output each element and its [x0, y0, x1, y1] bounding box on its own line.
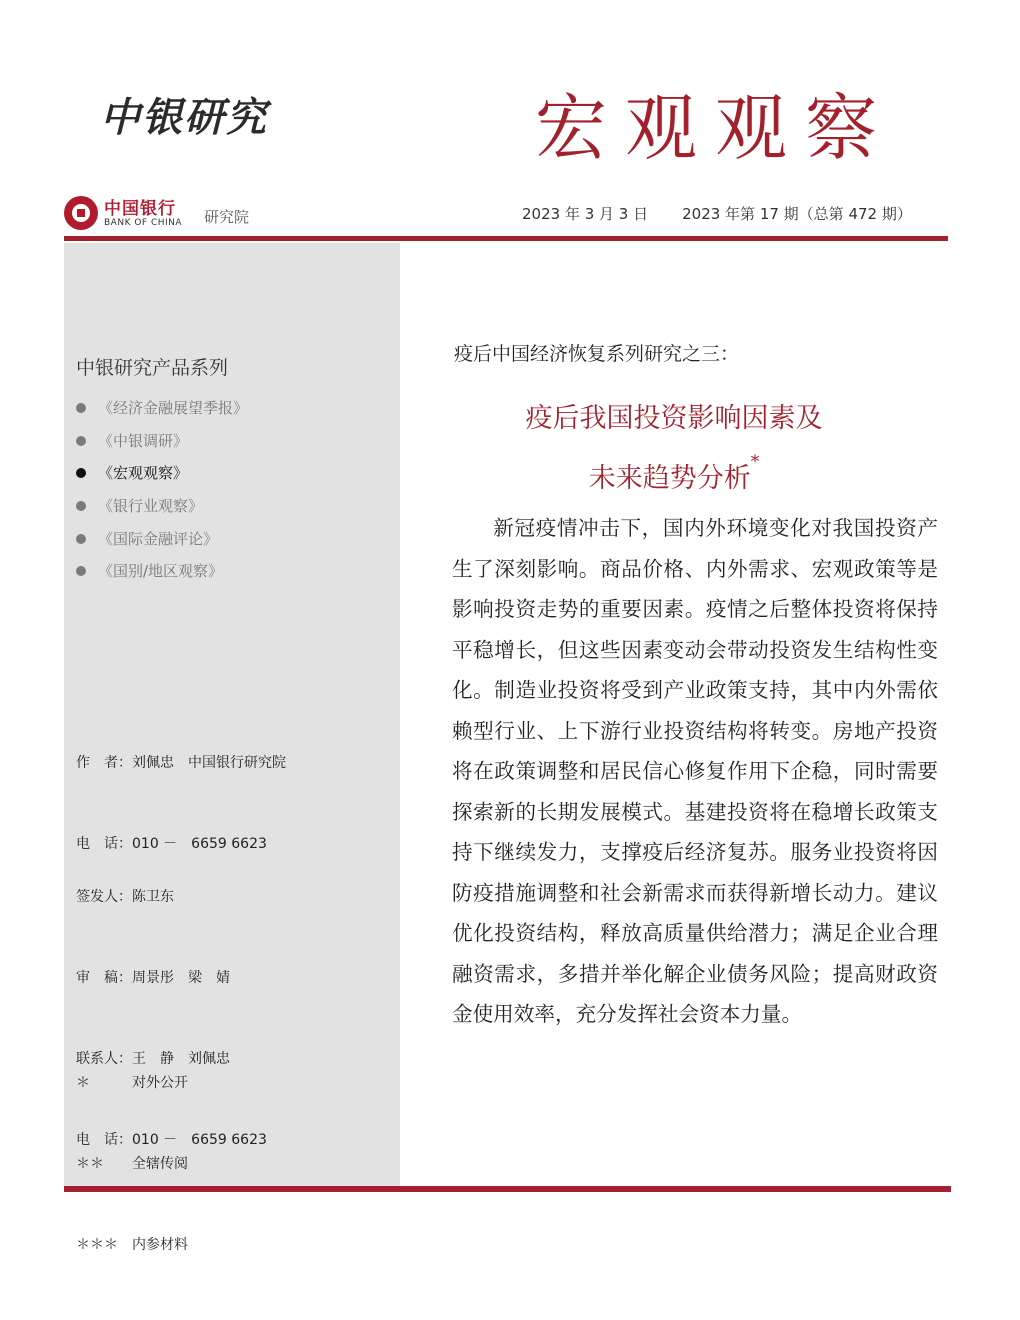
series-subtitle: 疫后中国经济恢复系列研究之三：: [454, 343, 740, 365]
list-item: [76, 522, 248, 555]
product-label: 《国际金融评论》: [98, 529, 219, 548]
product-label: 《中银调研》: [98, 431, 189, 450]
bullet-icon: [76, 436, 86, 446]
list-item: [76, 490, 248, 523]
report-series-title: 宏观观察: [535, 86, 896, 170]
phone-line: 电 话：010 － 6659 6623: [76, 1132, 267, 1148]
level-restricted: ＊＊＊ 内参材料: [76, 1237, 188, 1253]
bank-of-china-logo-icon: [64, 196, 98, 230]
bullet-icon: [76, 566, 86, 576]
level-internal: ＊＊ 全辖传阅: [76, 1156, 188, 1172]
issue-number: 2023 年第 17 期（总第 472 期）: [682, 205, 912, 223]
product-label: 《银行业观察》: [98, 497, 204, 516]
list-item: [76, 392, 248, 425]
report-title-line2: [404, 452, 944, 495]
list-item: [76, 555, 248, 588]
products-title: 中银研究产品系列: [76, 357, 229, 379]
product-label: 《宏观观察》: [98, 464, 189, 483]
bullet-icon: [76, 501, 86, 511]
issuer-line: 签发人：陈卫东: [76, 889, 174, 905]
author-line: 作 者：刘佩忠 中国银行研究院: [76, 755, 286, 771]
bullet-icon: [76, 468, 86, 478]
bank-name-cn: 中国银行: [104, 199, 176, 219]
list-item: [76, 425, 248, 458]
brand-script-logo: 中银研究: [100, 94, 268, 141]
footnote-mark: *: [750, 452, 760, 472]
products-list: [76, 392, 248, 588]
product-label: 《经济金融展望季报》: [98, 399, 249, 418]
date-issue-line: [522, 203, 912, 224]
report-title-line1: 疫后我国投资影响因素及: [525, 403, 823, 434]
product-label: 《国别/地区观察》: [98, 562, 224, 581]
reviewer-line: 审 稿：周景彤 梁 婧: [76, 970, 230, 986]
distribution-levels: [76, 1016, 188, 1286]
footer-divider: [64, 1186, 951, 1192]
institute-label: 研究院: [204, 208, 250, 226]
abstract-paragraph: 新冠疫情冲击下，国内外环境变化对我国投资产生了深刻影响。商品价格、内外需求、宏观政策等是影响投资走势的重要因素。疫情之后整体投资将保持平稳增长，但这些因素变动会带动投资发生结构性变化。制造业投资将受到产业政策支持，其中内外需依赖型行业、上下游行业投资结构将转变。房地产投资将在政策调整和居民信心修复作用下企稳，同时需要探索新的长期发展模式。基建投资将在稳增长政策支持下继续发力，支撑疫后经济复苏。服务业投资将因防疫措施调整和社会新需求而获得新增长动力。建议优化投资结构，释放高质量供给潜力；满足企业合理融资需求，多措并举化解企业债务风险；提高财政资金使用效率，充分发挥社会资本力量。: [452, 516, 938, 1026]
report-date: 2023 年 3 月 3 日: [522, 205, 649, 223]
header-divider: [64, 236, 948, 241]
bullet-icon: [76, 403, 86, 413]
list-item-active: [76, 457, 248, 490]
report-title-text: 未来趋势分析: [588, 463, 751, 494]
phone-line: 电 话：010 － 6659 6623: [76, 836, 267, 852]
contact-line: 联系人：王 静 刘佩忠: [76, 1051, 230, 1067]
bullet-icon: [76, 534, 86, 544]
bank-name-en: BANK OF CHINA: [104, 218, 183, 228]
level-public: ＊ 对外公开: [76, 1075, 188, 1091]
